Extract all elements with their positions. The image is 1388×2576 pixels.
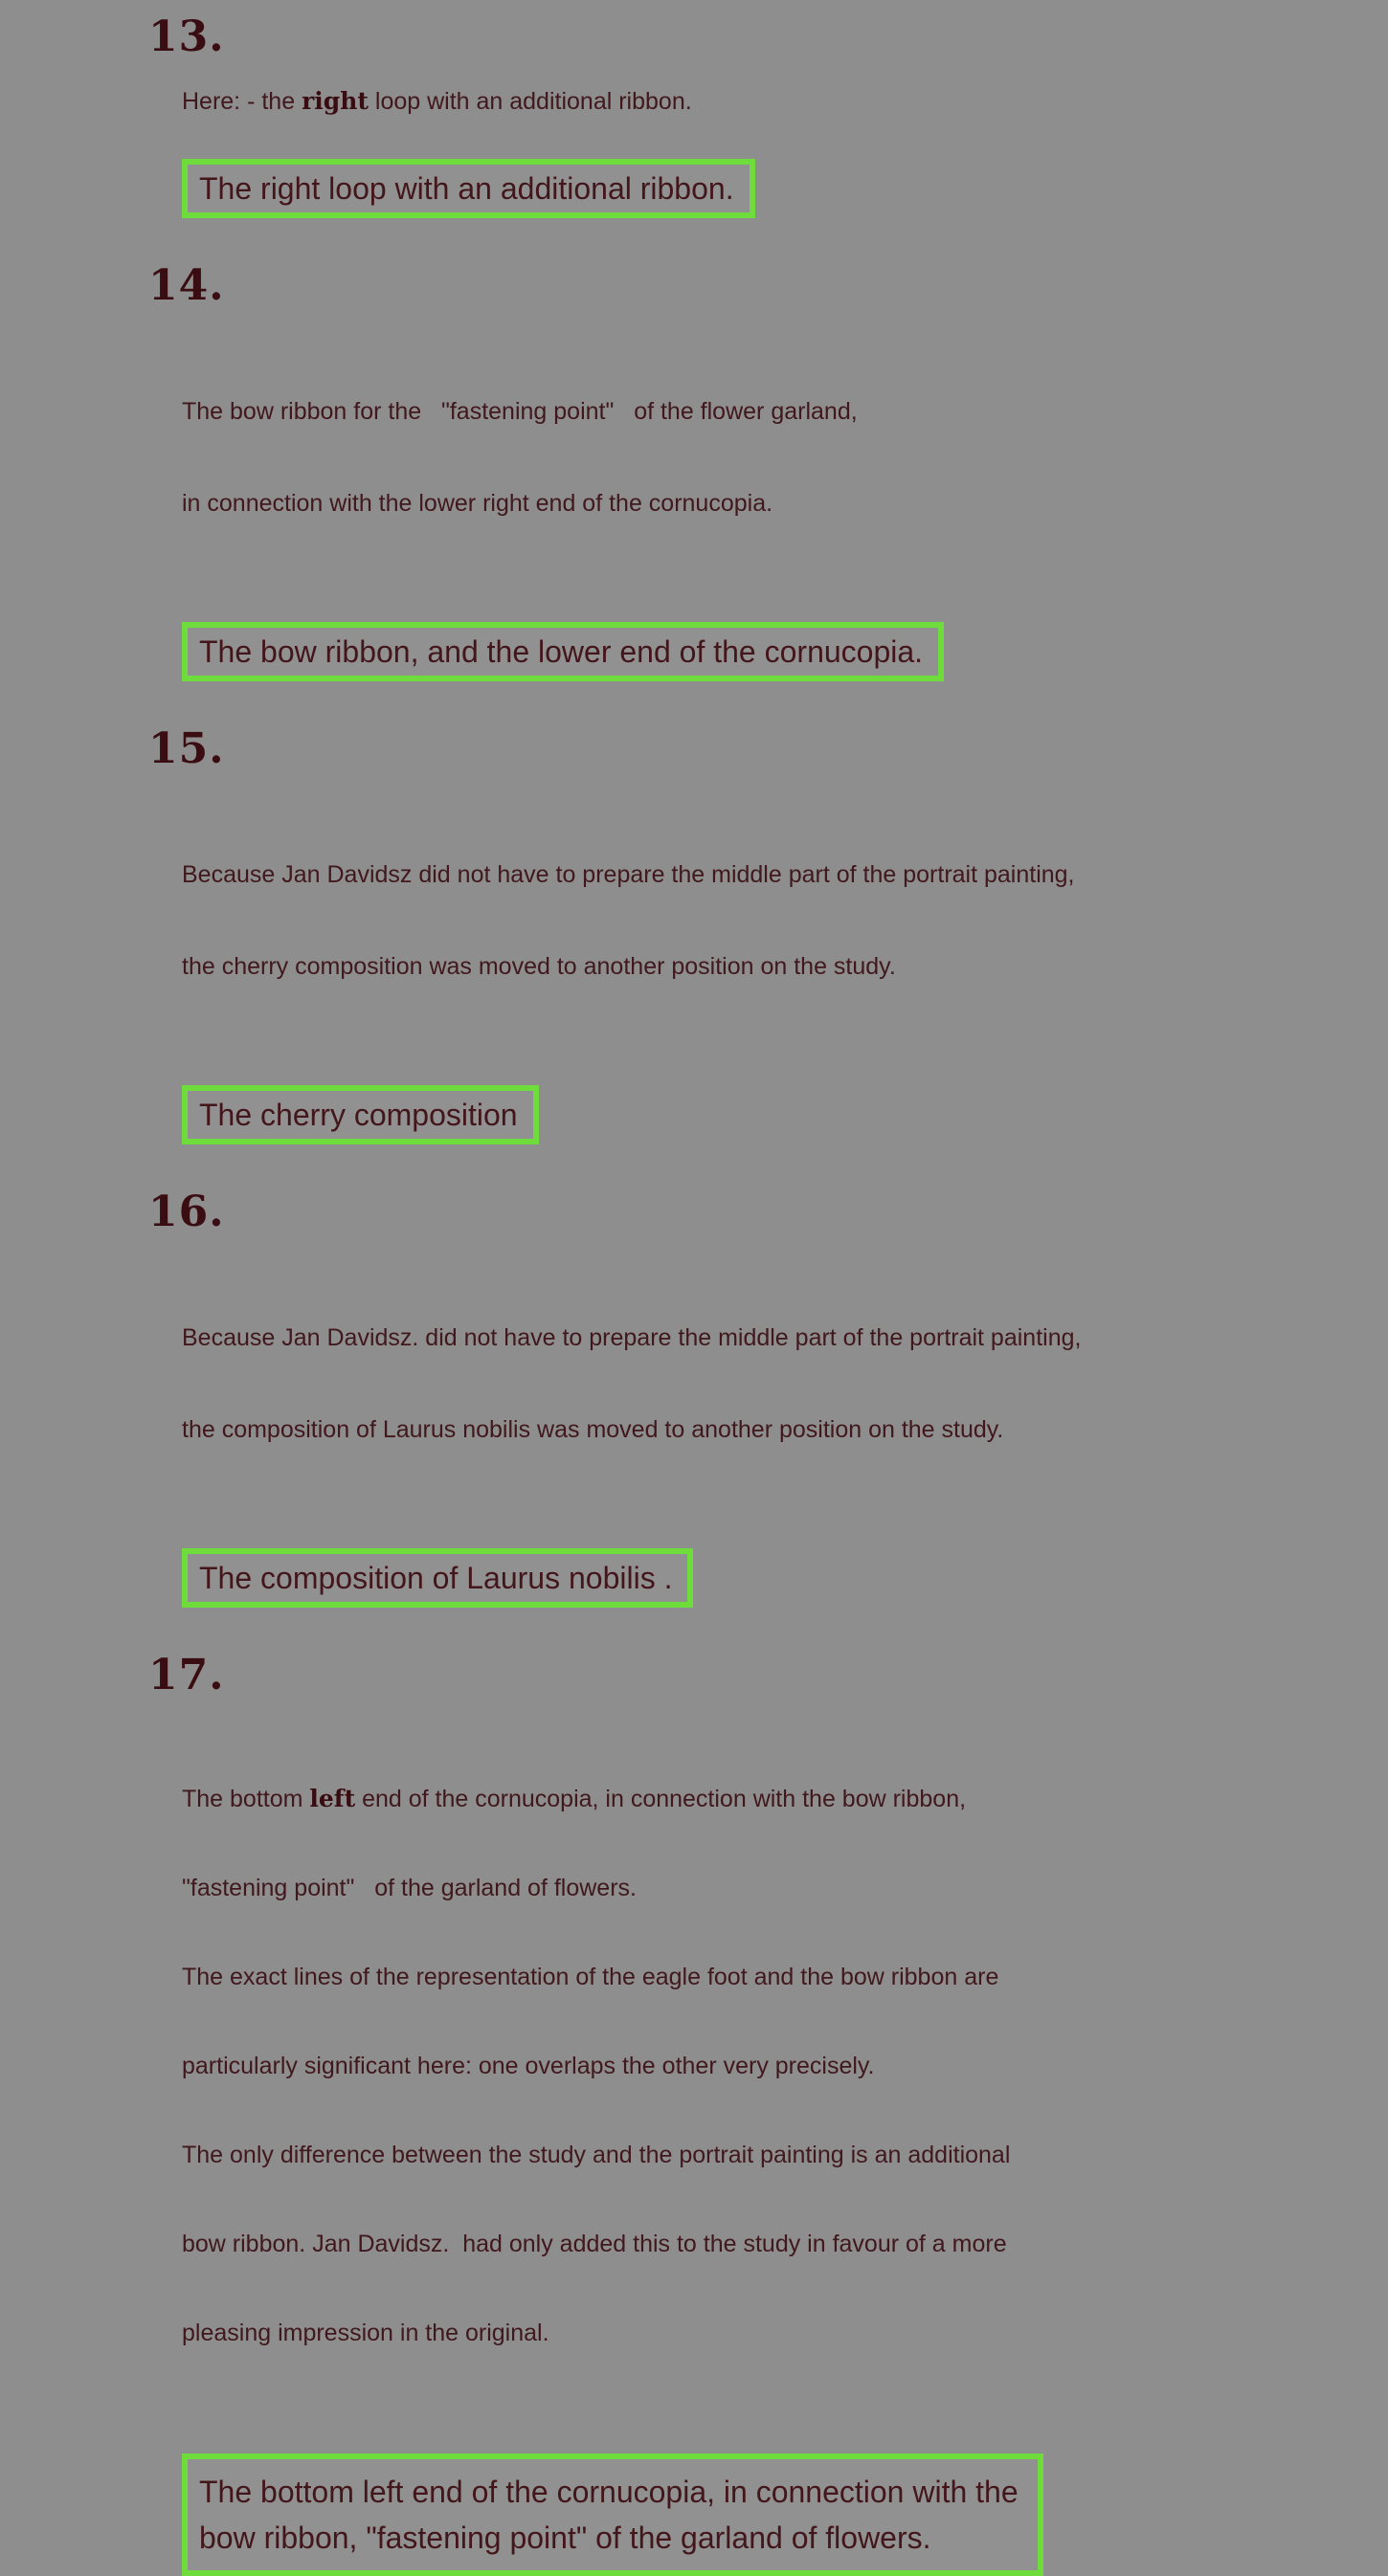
section-14-caption-box [182,622,944,681]
section-13-bold-word: right [302,87,369,115]
section-17-caption-line-2: bow ribbon, "fastening point" of the garland of flowers. [199,2520,931,2555]
section-15-paragraph [182,798,1388,1043]
section-16-line-2: the composition of Laurus nobilis was moved to another position on the study. [182,1416,1004,1443]
section-13-text-prefix: Here: - the [182,88,302,115]
section-15-caption: The cherry composition [199,1098,518,1132]
section-15-number: 15. [148,724,225,773]
section-17-text-suffix: end of the cornucopia, in connection with the bow ribbon, [355,1786,967,1812]
section-17-line-7: pleasing impression in the original. [182,2320,549,2346]
section-16-line-1: Because Jan Davidsz. did not have to prepare the middle part of the portrait painting, [182,1324,1082,1351]
section-13-paragraph [182,86,1388,117]
section-17-number: 17. [148,1651,225,1699]
section-14-line-1: The bow ribbon for the "fastening point" of the flower garland, [182,398,858,425]
section-17-paragraph [182,1724,1388,2408]
section-13-number: 13. [148,12,225,61]
section-13-caption-box [182,159,755,218]
section-15-caption-box [182,1085,539,1144]
section-17-line-4: particularly significant here: one overlaps the other very precisely. [182,2053,875,2079]
section-13-text-suffix: loop with an additional ribbon. [368,88,692,115]
section-15-line-2: the cherry composition was moved to another position on the study. [182,953,896,980]
section-15 [0,725,1388,1144]
section-17-line-6: bow ribbon. Jan Davidsz. had only added this to the study in favour of a more [182,2231,1007,2257]
section-13 [0,13,1388,218]
section-16-number: 16. [148,1188,225,1236]
section-17-caption-line-1: The bottom left end of the cornucopia, in connection with the [199,2475,1019,2509]
section-17 [0,1652,1388,2576]
section-15-line-1: Because Jan Davidsz did not have to prepare the middle part of the portrait painting, [182,861,1075,888]
section-17-text-prefix: The bottom [182,1786,310,1812]
section-17-line-3: The exact lines of the representation of the eagle foot and the bow ribbon are [182,1964,999,1990]
section-16 [0,1188,1388,1608]
section-17-line-2: "fastening point" of the garland of flowers. [182,1875,637,1901]
section-17-bold-word: left [309,1785,356,1812]
section-16-caption: The composition of Laurus nobilis . [199,1561,673,1595]
section-14 [0,262,1388,681]
section-17-caption-box [182,2454,1043,2576]
section-14-caption: The bow ribbon, and the lower end of the cornucopia. [199,634,924,669]
section-17-line-5: The only difference between the study and the portrait painting is an additional [182,2142,1011,2168]
section-14-line-2: in connection with the lower right end of the cornucopia. [182,490,773,517]
section-17-line-1 [182,1784,1388,1814]
section-16-caption-box [182,1548,693,1608]
section-13-caption: The right loop with an additional ribbon. [199,171,734,206]
section-16-paragraph [182,1261,1388,1506]
section-14-number: 14. [148,261,225,310]
section-14-paragraph [182,335,1388,580]
